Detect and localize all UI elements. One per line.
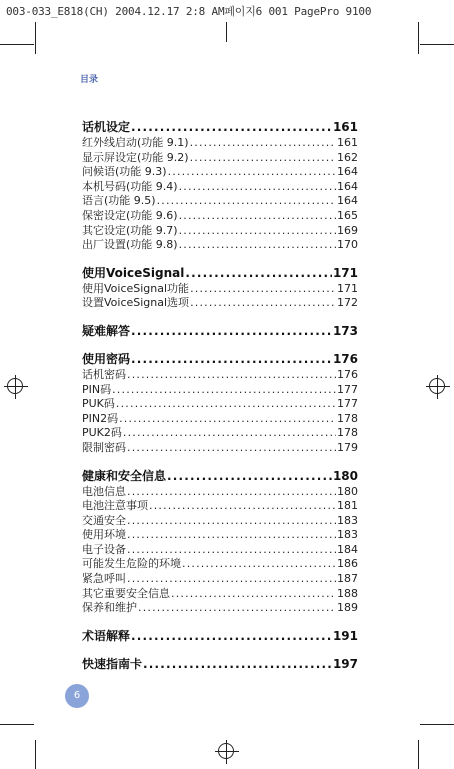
toc-entry[interactable] <box>82 587 358 602</box>
crop-mark-bottom-right-v <box>418 740 419 769</box>
toc-heading-page: 173 <box>332 323 358 338</box>
crop-mark-top-right-v <box>418 22 419 54</box>
dot-leader <box>190 282 336 297</box>
toc-entry-label: 其它重要安全信息 <box>82 586 170 600</box>
toc-heading-page: 176 <box>332 351 358 366</box>
dot-leader <box>116 397 336 412</box>
toc-entry-page: 183 <box>337 513 358 527</box>
toc-section <box>82 265 358 311</box>
toc-section <box>82 119 358 253</box>
toc-entry-label: 其它设定(功能 9.7) <box>82 223 178 237</box>
dot-leader <box>127 514 336 529</box>
toc-section <box>82 323 358 339</box>
toc-heading-page: 191 <box>332 628 358 643</box>
toc-entry[interactable] <box>82 165 358 180</box>
print-header: 003-033_E818(CH) 2004.12.17 2:8 AM페이지6 001 PagePro 9100 <box>6 5 372 18</box>
dot-leader <box>190 136 336 151</box>
toc-entry[interactable] <box>82 282 358 297</box>
dot-leader <box>127 572 336 587</box>
toc-entry[interactable] <box>82 238 358 253</box>
dot-leader <box>131 351 332 367</box>
toc-section <box>82 628 358 644</box>
dot-leader <box>157 194 336 209</box>
toc-heading[interactable] <box>82 468 358 484</box>
toc-entry[interactable] <box>82 296 358 311</box>
toc-entry[interactable] <box>82 136 358 151</box>
toc-entry-page: 176 <box>337 367 358 381</box>
section-label: 目录 <box>80 75 99 85</box>
toc-entry[interactable] <box>82 601 358 616</box>
dot-leader <box>127 528 336 543</box>
toc-entry-page: 178 <box>337 426 358 440</box>
toc-entry-page: 180 <box>337 484 358 498</box>
toc-entry-label: 电子设备 <box>82 542 126 556</box>
dot-leader <box>171 587 336 602</box>
toc-entry-page: 164 <box>337 165 358 179</box>
toc-entry[interactable] <box>82 441 358 456</box>
toc-entry-label: 电池注意事项 <box>82 499 148 513</box>
toc-heading[interactable] <box>82 119 358 135</box>
toc-entry-label: PUK码 <box>82 397 115 411</box>
toc-heading-page: 161 <box>332 120 358 134</box>
toc-entry-page: 165 <box>337 208 358 222</box>
dot-leader <box>127 485 336 500</box>
toc-heading[interactable] <box>82 656 358 672</box>
dot-leader <box>131 323 332 339</box>
toc-entry-label: 可能发生危险的环境 <box>82 557 181 571</box>
toc-entry[interactable] <box>82 180 358 195</box>
toc-entry-label: 保养和维护 <box>82 601 137 615</box>
toc-entry[interactable] <box>82 194 358 209</box>
toc-heading-label: 使用密码 <box>82 351 131 366</box>
dot-leader <box>190 151 336 166</box>
dot-leader <box>149 499 336 514</box>
toc-heading-label: 话机设定 <box>82 120 131 134</box>
dot-leader <box>127 543 336 558</box>
crop-mark-top-left-v <box>35 22 36 54</box>
toc-entry-page: 164 <box>337 179 358 193</box>
toc-heading[interactable] <box>82 323 358 339</box>
toc-entry-page: 184 <box>337 542 358 556</box>
toc-heading-page: 197 <box>332 656 358 671</box>
dot-leader <box>119 412 336 427</box>
toc-entry-label: 紧急呼叫 <box>82 572 126 586</box>
toc-entry[interactable] <box>82 209 358 224</box>
toc-entry-label: 问候语(功能 9.3) <box>82 165 167 179</box>
toc-entry-page: 183 <box>337 528 358 542</box>
toc-entry-page: 178 <box>337 411 358 425</box>
toc-heading-page: 171 <box>332 265 358 280</box>
toc-section <box>82 468 358 616</box>
toc-entry-page: 172 <box>337 296 358 310</box>
crop-mark-top-left-h <box>0 44 34 45</box>
dot-leader <box>182 557 336 572</box>
toc-heading-label: 健康和安全信息 <box>82 468 167 483</box>
toc-entry-page: 181 <box>337 499 358 513</box>
toc-entry[interactable] <box>82 543 358 558</box>
toc-entry-label: 出厂设置(功能 9.8) <box>82 238 178 252</box>
registration-mark-left-icon <box>4 375 28 399</box>
dot-leader <box>185 265 332 281</box>
toc-heading-label: 使用VoiceSignal <box>82 265 185 280</box>
dot-leader <box>143 656 332 672</box>
toc-entry-page: 161 <box>337 136 358 149</box>
toc-entry-label: 话机密码 <box>82 367 126 381</box>
toc-entry-label: 使用环境 <box>82 528 126 542</box>
crop-mark-bottom-left-v <box>35 740 36 769</box>
toc-entry-page: 171 <box>337 281 358 295</box>
dot-leader <box>167 468 332 484</box>
toc-entry[interactable] <box>82 572 358 587</box>
dot-leader <box>112 383 336 398</box>
dot-leader <box>168 165 336 180</box>
crop-mark-top-right-h <box>420 44 454 45</box>
dot-leader <box>127 368 336 383</box>
crop-mark-bottom-left-h <box>0 724 34 725</box>
toc-entry[interactable] <box>82 485 358 500</box>
toc-heading[interactable] <box>82 351 358 367</box>
toc-heading-label: 疑难解答 <box>82 323 131 338</box>
toc-entry-label: 使用VoiceSignal功能 <box>82 281 190 295</box>
toc-entry-label: 限制密码 <box>82 440 126 454</box>
toc-entry-page: 162 <box>337 150 358 164</box>
toc-heading[interactable] <box>82 628 358 644</box>
toc-entry[interactable] <box>82 368 358 383</box>
dot-leader <box>131 119 332 135</box>
toc-entry[interactable] <box>82 499 358 514</box>
toc-entry[interactable] <box>82 557 358 572</box>
toc-section <box>82 351 358 456</box>
toc-entry[interactable] <box>82 383 358 398</box>
registration-mark-bottom-icon <box>215 740 239 764</box>
toc-entry-page: 170 <box>337 238 358 252</box>
dot-leader <box>179 209 336 224</box>
dot-leader <box>190 296 336 311</box>
toc-entry-label: 显示屏设定(功能 9.2) <box>82 150 189 164</box>
toc-entry-page: 177 <box>337 397 358 411</box>
dot-leader <box>179 238 336 253</box>
toc-heading-label: 术语解释 <box>82 628 131 643</box>
toc-heading[interactable] <box>82 265 358 281</box>
dot-leader <box>179 224 336 239</box>
toc-entry[interactable] <box>82 224 358 239</box>
toc-entry-label: 红外线启动(功能 9.1) <box>82 136 189 149</box>
dot-leader <box>131 628 332 644</box>
toc-entry[interactable] <box>82 412 358 427</box>
toc-entry-page: 177 <box>337 382 358 396</box>
toc-entry-label: PIN2码 <box>82 411 119 425</box>
crop-mark-top-center-v <box>226 22 227 42</box>
toc-entry-label: PIN码 <box>82 382 112 396</box>
toc-entry[interactable] <box>82 397 358 412</box>
table-of-contents <box>82 119 358 684</box>
toc-entry-page: 187 <box>337 572 358 586</box>
toc-entry[interactable] <box>82 514 358 529</box>
toc-entry[interactable] <box>82 426 358 441</box>
registration-mark-right-icon <box>426 375 450 399</box>
dot-leader <box>179 180 336 195</box>
dot-leader <box>138 601 336 616</box>
toc-entry-label: 保密设定(功能 9.6) <box>82 208 178 222</box>
toc-section <box>82 656 358 672</box>
toc-entry-page: 179 <box>337 440 358 454</box>
toc-entry-page: 188 <box>337 586 358 600</box>
toc-entry-page: 169 <box>337 223 358 237</box>
dot-leader <box>123 426 336 441</box>
toc-entry-page: 186 <box>337 557 358 571</box>
toc-heading-page: 180 <box>332 468 358 483</box>
page-number-badge: 6 <box>65 684 89 708</box>
toc-entry-label: 本机号码(功能 9.4) <box>82 179 178 193</box>
toc-entry-label: 语言(功能 9.5) <box>82 194 156 208</box>
dot-leader <box>127 441 336 456</box>
crop-mark-bottom-right-h <box>420 724 454 725</box>
toc-entry-label: 交通安全 <box>82 513 126 527</box>
toc-entry[interactable] <box>82 151 358 166</box>
toc-entry-label: 设置VoiceSignal选项 <box>82 296 190 310</box>
toc-entry-label: PUK2码 <box>82 426 122 440</box>
toc-entry-label: 电池信息 <box>82 484 126 498</box>
toc-entry[interactable] <box>82 528 358 543</box>
toc-entry-page: 189 <box>337 601 358 615</box>
toc-entry-page: 164 <box>337 194 358 208</box>
toc-heading-label: 快速指南卡 <box>82 656 143 671</box>
